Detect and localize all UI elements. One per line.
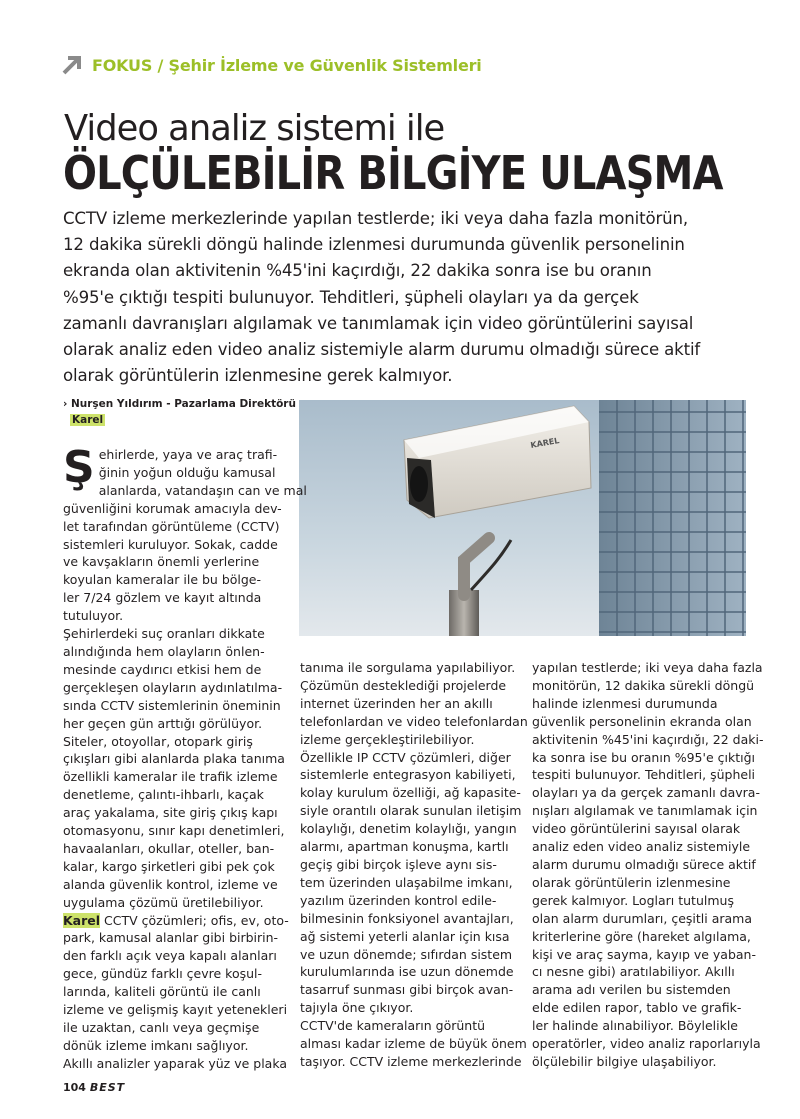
title-line1: Video analiz sistemi ile [64, 108, 445, 149]
text-line: aktivitenin %45'ini kaçırdığı, 22 daki- [532, 731, 764, 747]
text-line: telefonlardan ve video telefonlardan [300, 713, 528, 729]
text-line: ölçülebilir bilgiye ulaşabiliyor. [532, 1053, 717, 1069]
text-line: let tarafından görüntüleme (CCTV) [63, 518, 280, 534]
text-line: olan alarm durumları, çeşitli arama [532, 910, 752, 926]
text-line: kişi ve araç sayma, kayıp ve yaban- [532, 946, 756, 962]
text-line: tanıma ile sorgulama yapılabiliyor. [300, 660, 516, 675]
camera-brand: KAREL [529, 436, 561, 450]
text-line: güvenlik personelinin ekranda olan [532, 713, 752, 729]
text-line: yazılım üzerinden kontrol edile- [300, 892, 497, 908]
text-line: her geçen gün arttığı görülüyor. [63, 715, 263, 731]
drop-cap: Ş [63, 442, 95, 493]
lead-line: 12 dakika sürekli döngü halinde izlenmesi durumunda güvenlik personelinin [63, 235, 685, 255]
text-line: taşıyor. CCTV izleme merkezlerinde [300, 1053, 522, 1069]
text-line: Çözümün desteklediği projelerde [300, 677, 507, 693]
cctv-camera-photo [299, 400, 746, 636]
text-line: tem üzerinden ulaşabilme imkanı, [300, 874, 513, 890]
text-line: yapılan testlerde; iki veya daha fazla [532, 660, 763, 675]
text-line: tasarruf sunması gibi birçok avan- [300, 982, 514, 998]
body-column-2 [300, 659, 528, 1071]
text-line: sistemleri kuruluyor. Sokak, cadde [63, 536, 278, 552]
lead-line: olarak analiz eden video analiz sistemiyle alarm durumu olmadığı sürece aktif [63, 340, 701, 360]
page-number: 104 [63, 1081, 86, 1094]
text-line: mesinde caydırıcı etkisi hem de [63, 661, 262, 677]
text-line: analiz eden video analiz sistemiyle [532, 839, 751, 855]
author-byline: › Nurşen Yıldırım - Pazarlama Direktörü [63, 398, 296, 410]
lead-line: %95'e çıktığı tespiti bulunuyor. Tehditleri, şüpheli olayları ya da gerçek [63, 287, 639, 307]
text-line: video görüntülerini sayısal olarak [532, 821, 741, 837]
text-line: olayları ya da gerçek zamanlı davra- [532, 785, 760, 801]
text-line: Şehirlerdeki suç oranları dikkate [63, 626, 265, 642]
text-line: izleme gerçekleştirilebiliyor. [300, 731, 475, 747]
text-line: ve uzun dönemde; sıfırdan sistem [300, 946, 513, 962]
lead-line: CCTV izleme merkezlerinde yapılan testlerde; iki veya daha fazla monitörün, [63, 209, 688, 228]
text-line: siyle orantılı olarak sunulan iletişim [300, 803, 522, 819]
text-line: den farklı açık veya kapalı alanları [63, 948, 277, 964]
page-footer [63, 1081, 125, 1094]
arrow-icon [60, 53, 84, 77]
text-line: tespiti bulunuyor. Tehditleri, şüpheli [532, 767, 756, 783]
text-line: güvenliğini korumak amacıyla dev- [63, 500, 282, 516]
text-line: nışları algılamak ve tanımlamak için [532, 803, 758, 819]
text-line: ler 7/24 gözlem ve kayıt altında [63, 590, 262, 606]
text-line: ile uzaktan, canlı veya geçmişe [63, 1020, 260, 1035]
text-line: park, kamusal alanlar gibi birbirin- [63, 930, 279, 946]
text-line: tajıyla öne çıkıyor. [300, 1000, 414, 1016]
text-line: sistemlerle entegrasyon kabiliyeti, [300, 767, 516, 783]
highlighted-word: Karel [63, 912, 101, 928]
text-line: ka sonra ise bu oranın %95'e çıktığı [532, 749, 755, 765]
text-line: alanda güvenlik kontrol, izleme ve [63, 876, 278, 892]
text-line: ğinin yoğun olduğu kamusal [98, 464, 276, 480]
text-line: gerek kalmıyor. Logları tutulmuş [532, 892, 734, 908]
text-line: elde edilen rapor, tablo ve grafik- [532, 1000, 742, 1016]
company-name: Karel [72, 414, 104, 426]
text-line: olarak görüntülerin izlenmesine [532, 874, 731, 890]
section-label: FOKUS / Şehir İzleme ve Güvenlik Sistemleri [92, 56, 482, 75]
text-line: otomasyonu, sınır kapı denetimleri, [63, 823, 285, 839]
text-line: Akıllı analizler yaparak yüz ve plaka [63, 1055, 288, 1071]
text-line: internet üzerinden her an akıllı [300, 695, 493, 711]
text-line: cı nesne gibi) aratılabiliyor. Akıllı [532, 964, 735, 980]
lead-line: ekranda olan aktivitenin %45'ini kaçırdığı, 22 dakika sonra ise bu oranın [63, 261, 652, 281]
text-line: alması kadar izleme de büyük önem [300, 1036, 527, 1052]
text-line: larında, kaliteli görüntü ile canlı [63, 984, 261, 1000]
text-line: Siteler, otoyollar, otopark giriş [63, 733, 253, 749]
text-line: ağ sistemi yeterli alanlar için kısa [300, 928, 510, 944]
text-line: tutuluyor. [63, 608, 124, 624]
text-line: monitörün, 12 dakika sürekli döngü [532, 677, 755, 693]
text-line: kriterlerine göre (hareket algılama, [532, 928, 751, 944]
text-line: operatörler, video analiz raporlarıyla [532, 1036, 761, 1052]
text-line: havaalanları, okullar, oteller, ban- [63, 840, 275, 856]
text-line: özellikli kameralar ile trafik izleme [63, 769, 278, 785]
text-line: izleme ve gelişmiş kayıt yetenekleri [63, 1002, 288, 1018]
magazine-name: BEST [89, 1081, 126, 1094]
text-line: alarm durumu olmadığı sürece aktif [532, 856, 756, 872]
text-line: kolay kurulum özelliği, ağ kapasite- [300, 785, 521, 801]
lead-line: olarak görüntülerin izlenmesine gerek kalmıyor. [63, 366, 453, 386]
text-line: geçiş gibi birçok işleve aynı sis- [300, 856, 497, 872]
text-line: uygulama çözümü üretilebiliyor. [63, 894, 264, 910]
text-line-highlighted [63, 912, 289, 930]
body-column-1 [63, 442, 307, 1073]
text-line: dönük izleme imkanı sağlıyor. [63, 1037, 249, 1053]
text-line: ehirlerde, yaya ve araç trafi- [98, 447, 278, 462]
text-line: kalar, kargo şirketleri gibi pek çok [63, 858, 275, 874]
lead-paragraph [63, 206, 743, 389]
text-line: çıkışları gibi alanlarda plaka tanıma [63, 751, 285, 767]
body-column-3 [532, 659, 764, 1071]
text-line: kolaylığı, denetim kolaylığı, yangın [300, 821, 517, 837]
text-line: alarmı, apartman konuşma, kartlı [300, 839, 509, 855]
text-line: arama adı verilen bu sistemden [532, 982, 731, 998]
text-line: sında CCTV sistemlerinin öneminin [63, 697, 281, 713]
text-line: alanlarda, vatandaşın can ve mal [98, 482, 307, 498]
text-line: halinde izlenmesi durumunda [532, 695, 718, 711]
text-line: kurulumlarında ise uzun dönemde [300, 964, 514, 980]
text-line: bilmesinin fonksiyonel avantajları, [300, 910, 514, 926]
text-line: koyulan kameralar ile bu bölge- [63, 572, 262, 588]
text-line: ve kavşakların önemli yerlerine [63, 554, 260, 570]
lead-line: zamanlı davranışları algılamak ve tanımlamak için video görüntülerini sayısal [63, 313, 694, 333]
text-line: alındığında hem olayların önlen- [63, 643, 265, 659]
text-fragment: CCTV çözümleri; ofis, ev, oto- [100, 912, 289, 928]
text-line: gerçekleşen olayların aydınlatılma- [63, 679, 283, 695]
text-line: gece, gündüz farklı çevre koşul- [63, 966, 263, 982]
text-line: Özellikle IP CCTV çözümleri, diğer [300, 749, 511, 765]
text-line: araç yakalama, site giriş çıkış kapı [63, 805, 278, 821]
text-line: CCTV'de kameraların görüntü [300, 1018, 486, 1034]
title-line2: ÖLÇÜLEBİLİR BİLGİYE ULAŞMA [63, 146, 723, 200]
text-line: denetleme, çalıntı-ihbarlı, kaçak [63, 787, 264, 803]
text-line: ler halinde alınabiliyor. Böylelikle [532, 1018, 738, 1034]
